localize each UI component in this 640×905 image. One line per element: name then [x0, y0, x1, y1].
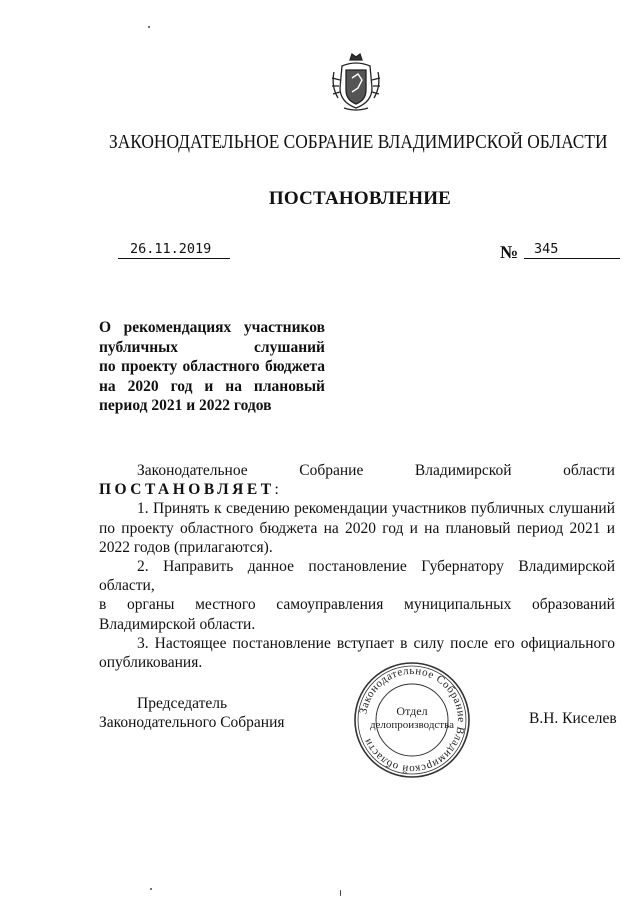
coat-of-arms-emblem — [328, 50, 384, 112]
item-2-word: муниципальных — [404, 596, 512, 614]
scan-speck — [340, 890, 341, 896]
intro-word: Владимирской — [414, 462, 512, 479]
position-line: Законодательного Собрания — [99, 714, 285, 732]
subject-line: публичных слушаний — [99, 338, 325, 356]
intro-word: Законодательное — [137, 462, 248, 479]
item-2-word: самоуправления — [276, 596, 384, 614]
document-subject — [99, 318, 325, 416]
stamp-ring-text: Законодательное Собрание Владимирской области — [357, 664, 468, 776]
item-1: 1. Принять к сведению рекомендации участников публичных слушаний по проекту областного бюджета на 2020 год и на плановый период 2021 и 2022 годов (прилагаются). — [99, 500, 615, 556]
intro-line — [99, 461, 615, 480]
signatory-position — [99, 694, 285, 732]
document-date: 26.11.2019 — [118, 240, 230, 259]
document-body — [99, 461, 615, 672]
item-3: 3. Настоящее постановление вступает в силу после его официального опубликования. — [99, 634, 615, 672]
decree-word: ПОСТАНОВЛЯЕТ — [99, 481, 275, 499]
intro-word: области — [563, 462, 615, 479]
item-2-last-line: Владимирской области. — [99, 615, 256, 633]
item-2-word: органы — [127, 596, 175, 614]
subject-line: период 2021 и 2022 годов — [99, 397, 272, 415]
decree-line — [99, 480, 615, 499]
position-line: Председатель — [137, 695, 228, 712]
subject-line: О рекомендациях участников — [99, 319, 325, 336]
scan-speck — [150, 888, 152, 890]
number-sign: № — [500, 242, 519, 262]
document-number: 345 — [524, 240, 620, 259]
organization-title: ЗАКОНОДАТЕЛЬНОЕ СОБРАНИЕ ВЛАДИМИРСКОЙ ОБЛАСТИ — [109, 132, 608, 153]
decree-colon: : — [274, 481, 279, 499]
document-kind-heading: ПОСТАНОВЛЕНИЕ — [268, 188, 452, 209]
item-2-middle-line — [99, 595, 615, 614]
item-2-word: в — [99, 596, 107, 614]
signatory-name: В.Н. Киселев — [529, 710, 617, 727]
item-2-first-line: 2. Направить данное постановление Губернатору Владимирской области, — [99, 558, 615, 595]
stamp-center-line: делопроизводства — [369, 719, 455, 731]
intro-word: Собрание — [299, 462, 364, 479]
item-2-word: образований — [532, 596, 615, 614]
stamp-center-line: Отдел — [396, 704, 428, 718]
subject-line: на 2020 год и на плановый — [99, 377, 325, 395]
round-stamp — [352, 660, 472, 780]
subject-line: по проекту областного бюджета — [99, 358, 325, 376]
scan-speck — [148, 26, 150, 28]
item-2-word: местного — [195, 596, 256, 614]
